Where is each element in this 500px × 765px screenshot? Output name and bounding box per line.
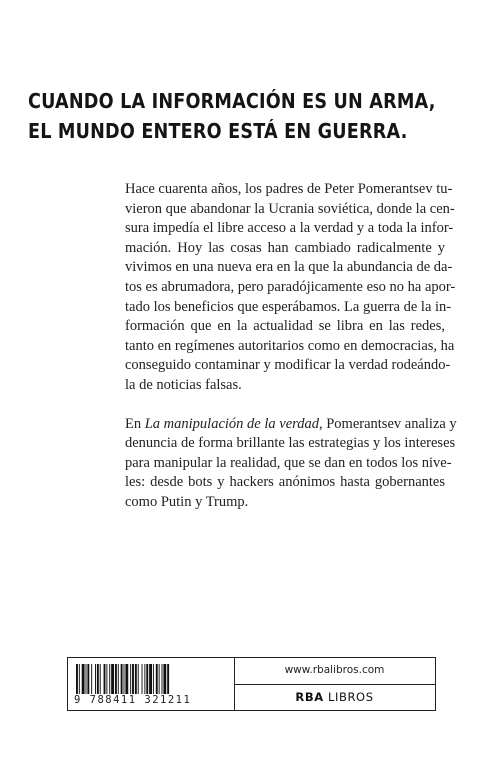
barcode-bar bbox=[115, 664, 117, 694]
text-line: tanto en regímenes autoritarios como en democracias, ha bbox=[125, 337, 455, 354]
barcode-bar bbox=[159, 664, 160, 694]
barcode-bar bbox=[86, 664, 87, 694]
barcode-bar bbox=[118, 664, 119, 694]
barcode-bar bbox=[163, 664, 166, 694]
barcode-publisher-box bbox=[67, 657, 436, 711]
text-line: la de noticias falsas. bbox=[125, 376, 242, 393]
publisher-name-rest: LIBROS bbox=[323, 690, 374, 704]
text-line: para manipular la realidad, que se dan en todos los nive- bbox=[125, 454, 452, 471]
headline-line-1: CUANDO LA INFORMACIÓN ES UN ARMA, bbox=[28, 89, 436, 113]
barcode-bar bbox=[111, 664, 114, 694]
text-line: tos es abrumadora, pero paradójicamente eso no ha apor- bbox=[125, 278, 456, 295]
barcode-bar bbox=[153, 664, 154, 694]
barcode-bar bbox=[135, 664, 137, 694]
barcode-bar bbox=[91, 664, 92, 694]
barcode-bar bbox=[87, 664, 89, 694]
barcode-bar bbox=[156, 664, 158, 694]
synopsis bbox=[125, 180, 457, 513]
barcode-bar bbox=[106, 664, 107, 694]
text-fragment: En bbox=[125, 415, 145, 432]
barcode-bar bbox=[130, 664, 131, 694]
barcode-bar bbox=[97, 664, 99, 694]
barcode-bar bbox=[138, 664, 139, 694]
box-divider-horizontal bbox=[234, 684, 435, 685]
synopsis-paragraph-2 bbox=[125, 415, 457, 513]
barcode bbox=[74, 664, 230, 694]
synopsis-paragraph-1 bbox=[125, 180, 456, 396]
text-line: Hace cuarenta años, los padres de Peter Pomerantsev tu- bbox=[125, 181, 453, 197]
text-line: vieron que abandonar la Ucrania soviética, donde la cen- bbox=[125, 200, 455, 217]
barcode-bar bbox=[144, 664, 145, 694]
barcode-bar bbox=[132, 664, 134, 694]
barcode-bar bbox=[104, 664, 106, 694]
back-cover-headline bbox=[28, 86, 436, 146]
barcode-bar bbox=[167, 664, 169, 694]
barcode-bar bbox=[95, 664, 96, 694]
barcode-bar bbox=[79, 664, 80, 694]
publisher-logo bbox=[234, 690, 435, 704]
barcode-bar bbox=[146, 664, 148, 694]
text-line: vivimos en una nueva era en la que la abundancia de da- bbox=[125, 259, 453, 276]
headline-line-2: EL MUNDO ENTERO ESTÁ EN GUERRA. bbox=[28, 119, 408, 143]
publisher-name-bold: RBA bbox=[295, 690, 324, 704]
barcode-bar bbox=[109, 664, 110, 694]
text-line: conseguido contaminar y modificar la verdad rodeándo- bbox=[125, 357, 451, 374]
text-fragment: , Pomerantsev analiza y bbox=[318, 415, 457, 432]
text-line: les: desde bots y hackers anónimos hasta gobernantes bbox=[125, 474, 445, 491]
text-line: sura impedía el libre acceso a la verdad y a toda la infor- bbox=[125, 220, 454, 237]
text-line: denuncia de forma brillante las estrategias y los intereses bbox=[125, 435, 456, 452]
text-line bbox=[125, 415, 457, 435]
text-line: tado los beneficios que esperábamos. La guerra de la in- bbox=[125, 298, 452, 315]
barcode-bar bbox=[149, 664, 152, 694]
isbn-number: 9 788411 321211 bbox=[74, 694, 192, 706]
barcode-bar bbox=[76, 664, 78, 694]
barcode-bar bbox=[100, 664, 101, 694]
text-line: como Putin y Trump. bbox=[125, 493, 249, 510]
barcode-bar bbox=[124, 664, 125, 694]
barcode-bar bbox=[162, 664, 163, 694]
barcode-bar bbox=[125, 664, 128, 694]
publisher-url: www.rbalibros.com bbox=[284, 664, 385, 676]
barcode-bar bbox=[82, 664, 85, 694]
barcode-bar bbox=[121, 664, 123, 694]
text-line: mación. Hoy las cosas han cambiado radicalmente y bbox=[125, 239, 445, 256]
text-line: formación que en la actualidad se libra en las redes, bbox=[125, 318, 445, 335]
barcode-bar bbox=[142, 664, 143, 694]
book-title: La manipulación de la verdad bbox=[144, 415, 319, 432]
